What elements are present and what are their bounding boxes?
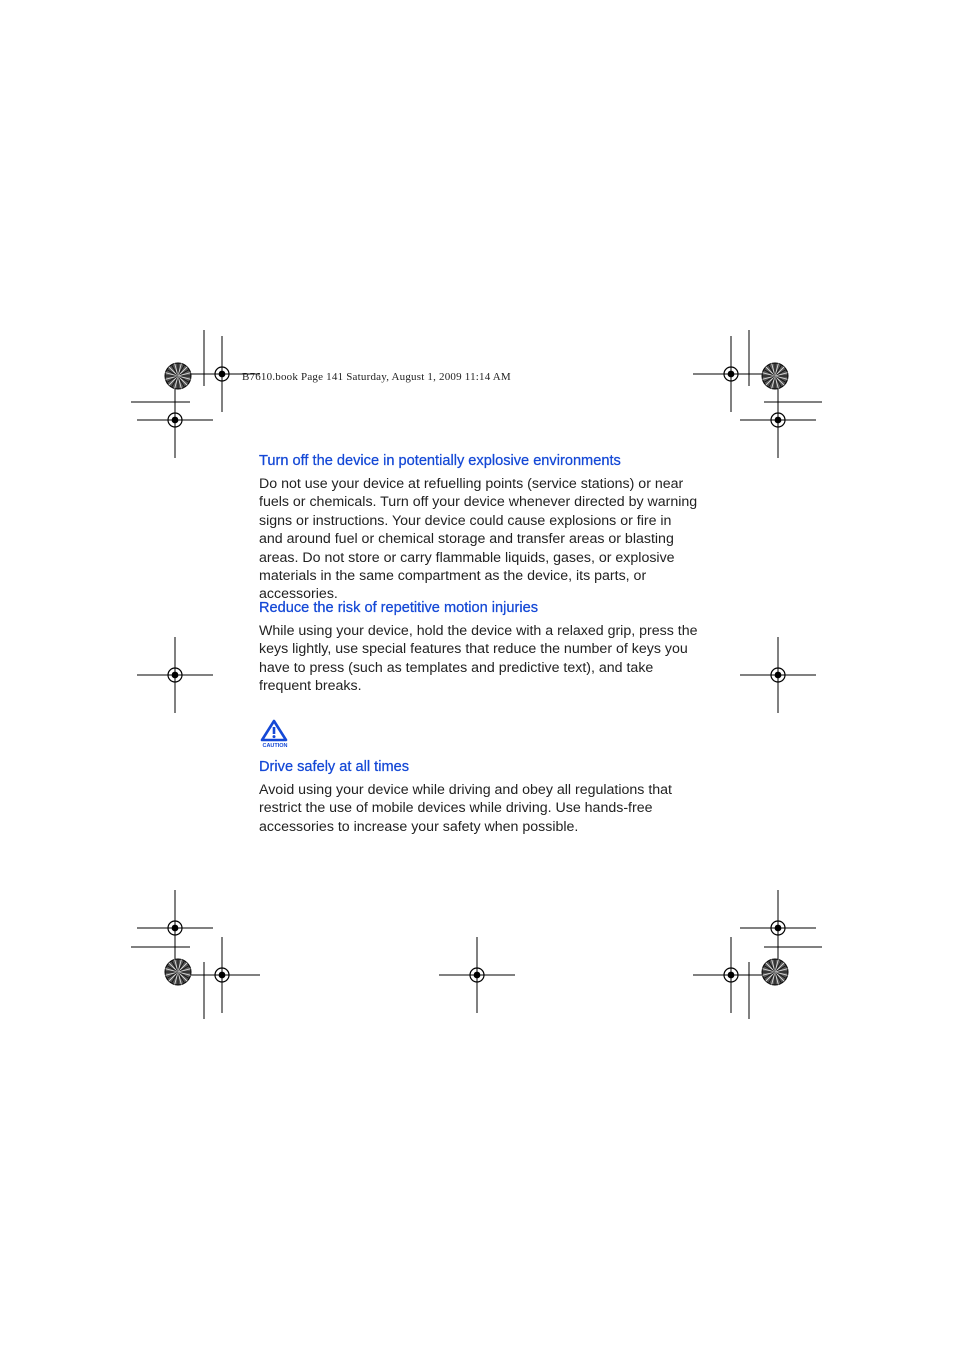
registration-target-icon (693, 937, 769, 1013)
registration-target-icon (137, 890, 213, 966)
section-heading: Drive safely at all times (259, 759, 410, 775)
caution-label: CAUTION (262, 743, 288, 749)
slug-line: B7610.book Page 141 Saturday, August 1, 2009 11:14 AM (242, 371, 511, 383)
section-explosive-environments (259, 452, 699, 604)
starburst-mark-icon (165, 363, 191, 389)
registration-target-icon (740, 382, 816, 458)
starburst-mark-icon (165, 959, 191, 985)
registration-target-icon (740, 637, 816, 713)
starburst-mark-icon (762, 959, 788, 985)
section-drive-safely (259, 758, 699, 836)
registration-target-icon (137, 382, 213, 458)
registration-target-icon (184, 937, 260, 1013)
section-body: While using your device, hold the device with a relaxed grip, press the keys lightly, use special features that reduce the number of keys you have to press (such as templates and predictive text), and take frequent breaks. (259, 623, 698, 695)
registration-target-icon (740, 890, 816, 966)
section-heading: Reduce the risk of repetitive motion injuries (259, 600, 539, 616)
starburst-mark-icon (762, 363, 788, 389)
registration-target-icon (693, 336, 769, 412)
section-body: Avoid using your device while driving and obey all regulations that restrict the use of mobile devices while driving. Use hands-free accessories to increase your safety when possible. (259, 782, 673, 835)
registration-target-icon (439, 937, 515, 1013)
section-body: Do not use your device at refuelling points (service stations) or near fuels or chemicals. Turn off your device whenever directed by warning signs or instructions. Your device could cause explosions or fire in and around fuel or chemical storage and transfer areas or blasting areas. Do not store or carry flammable liquids, gases, or explosive materials in the same compartment as the device, its parts, or accessories. (259, 476, 698, 603)
registration-target-icon (137, 637, 213, 713)
section-heading: Turn off the device in potentially explosive environments (259, 453, 621, 469)
section-repetitive-motion (259, 599, 699, 696)
caution-icon (259, 718, 293, 750)
